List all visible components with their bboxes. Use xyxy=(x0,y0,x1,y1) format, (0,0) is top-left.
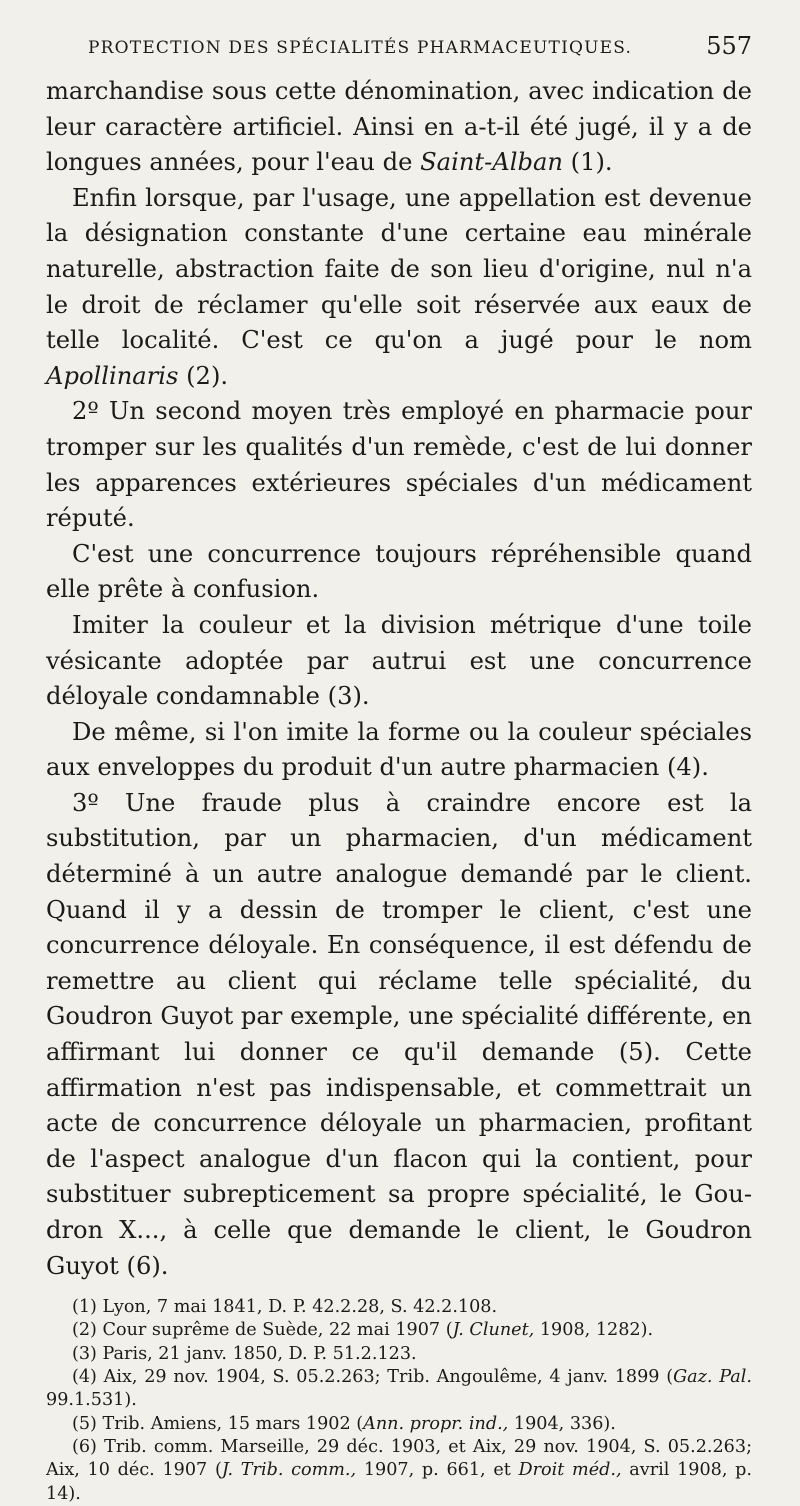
paragraph-6: De même, si l'on imite la forme ou la couleur spéciales aux enveloppes du produit d'un autre pharmacien (4). xyxy=(46,717,752,782)
footnote-1: (1) Lyon, 7 mai 1841, D. P. 42.2.28, S. 42.2.108. xyxy=(72,1297,498,1318)
paragraph-3: 2º Un second moyen très employé en pharmacie pour tromper sur les qualités d'un remède, c'est de lui donner les apparences extérieures spéciales d'un médicament réputé. xyxy=(46,397,752,533)
paragraph-7: 3º Une fraude plus à craindre encore est la substitution, par un pharmacien, d'un médicament déterminé à un autre analogue demandé par le client. Quand il y a dessin de tromper le client, c'est une concurrence déloyale. En conséquence, il est défendu de remettre au client qui réclame telle spécialité, du Goudron Guyot par exemple, une spécialité différente, en affirmant lui donner ce qu'il demande (5). Cette affirmation n'est pas indispensable, et commettrait un acte de concurrence déloyale un pharmacien, profitant de l'aspect analogue d'un flacon qui la contient, pour substituer subrepticement sa propre spécialité, le Goudron X..., à celle que demande le client, le Goudron Guyot (6). xyxy=(46,788,752,1280)
page-header xyxy=(46,30,752,74)
paragraph-2: Enfin lorsque, par l'usage, une appellation est devenue la désignation constante d'une certaine eau minérale naturelle, abstraction faite de son lieu d'origine, nul n'a le droit de réclamer qu'elle soit réservée aux eaux de telle localité. C'est ce qu'on a jugé pour le nom Apollinaris (2). xyxy=(46,183,752,390)
footnote-4: (4) Aix, 29 nov. 1904, S. 05.2.263; Trib. Angoulême, 4 janv. 1899 (Gaz. Pal. 99.1.531). xyxy=(46,1367,753,1411)
footnote-2: (2) Cour suprême de Suède, 22 mai 1907 (J. Clunet, 1908, 1282). xyxy=(72,1320,654,1341)
running-head: PROTECTION DES SPÉCIALITÉS PHARMACEUTIQUES. xyxy=(88,38,633,58)
footnotes xyxy=(46,1296,752,1506)
paragraph-1: marchandise sous cette dénomination, avec indication de leur caractère artificiel. Ainsi en a-t-il été jugé, il y a de longues années, pour l'eau de Saint-Alban (1). xyxy=(46,77,752,177)
footnote-5: (5) Trib. Amiens, 15 mars 1902 (Ann. propr. ind., 1904, 336). xyxy=(72,1413,616,1434)
page-number: 557 xyxy=(706,32,752,60)
paragraph-4: C'est une concurrence toujours répréhensible quand elle prête à confusion. xyxy=(46,539,752,604)
footnote-6: (6) Trib. comm. Marseille, 29 déc. 1903, et Aix, 29 nov. 1904, S. 05.2.263; Aix, 10 déc. 1907 (J. Trib. comm., 1907, p. 661, et Droit méd., avril 1908, p. 14). xyxy=(46,1436,752,1504)
paragraph-5: Imiter la couleur et la division métrique d'une toile vésicante adoptée par autrui est une concurrence déloyale condamnable (3). xyxy=(46,610,752,711)
footnote-3: (3) Paris, 21 janv. 1850, D. P. 51.2.123. xyxy=(72,1343,417,1364)
body-text xyxy=(46,74,752,1284)
